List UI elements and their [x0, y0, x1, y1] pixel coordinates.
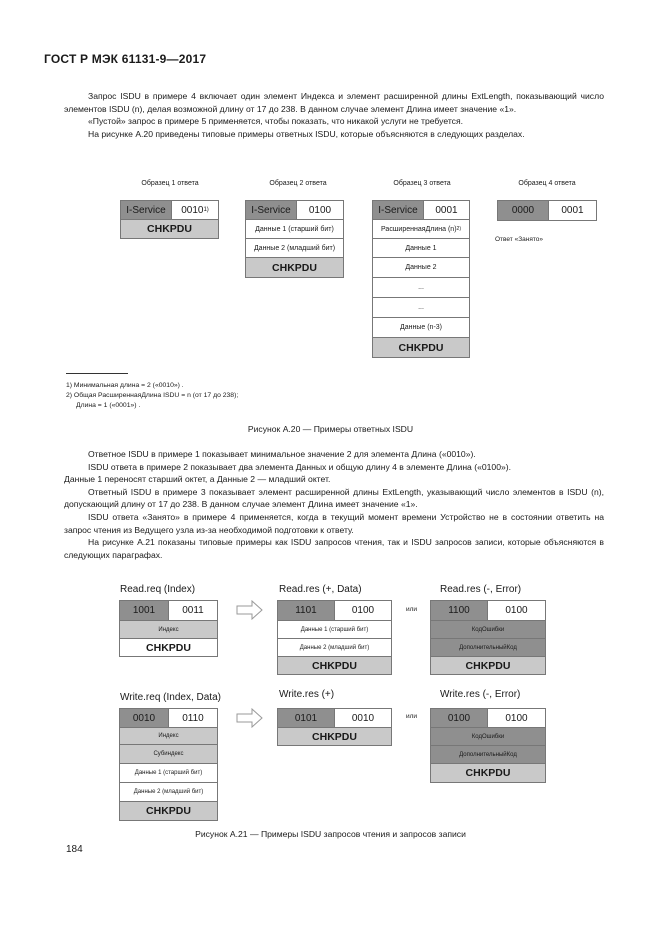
footnote-marker: 1): [203, 207, 209, 213]
iservice-cell: I-Service: [245, 200, 297, 220]
chkpdu-cell: CHKPDU: [245, 257, 344, 278]
data-cell: Данные 1 (старший бит): [245, 219, 344, 239]
length-code: 0010: [181, 204, 204, 216]
footnote: Длина = 1 («0001») .: [76, 402, 141, 409]
write-err-title: Write.res (-, Error): [440, 689, 521, 700]
chkpdu-cell: CHKPDU: [430, 656, 546, 675]
write-req-code-b: 0110: [168, 708, 218, 728]
data-cell: Данные 2 (младший бит): [277, 638, 392, 657]
paragraph: ISDU ответа в примере 2 показывает два элемента Данных и общую длину 4 в элементе Длина («0100»).: [88, 461, 512, 472]
footnote: 2) Общая РасширеннаяДлина ISDU = n (от 17 до 238);: [66, 392, 239, 399]
length-cell: 0100: [296, 200, 344, 220]
paragraph-block-1: [64, 90, 604, 140]
footnote-divider: [66, 373, 128, 374]
subindex-cell: Субиндекс: [119, 744, 218, 764]
arrow-right-icon: [236, 600, 264, 620]
write-res-code-a: 0101: [277, 708, 335, 728]
read-res-title: Read.res (+, Data): [279, 584, 362, 595]
ellipsis-cell: ...: [372, 277, 470, 298]
read-err-code-a: 1100: [430, 600, 488, 621]
paragraph: ISDU ответа «Занято» в примере 4 применяется, когда в текущий момент времени Устройство не в состоянии ответить на запрос чтения из Ведущего узла из-за необходимой подготовки к ответу.: [64, 511, 604, 535]
data-cell: Данные 2: [372, 257, 470, 278]
chkpdu-cell: CHKPDU: [372, 337, 470, 358]
data-cell: Данные 2 (младший бит): [245, 238, 344, 258]
paragraph-block-2: [64, 448, 604, 561]
read-req-title: Read.req (Index): [120, 584, 196, 595]
read-req-code-a: 1001: [119, 600, 169, 621]
read-res-code-a: 1101: [277, 600, 335, 621]
chkpdu-cell: CHKPDU: [120, 219, 219, 239]
ellipsis-cell: ...: [372, 297, 470, 318]
data-cell: Данные 1 (старший бит): [277, 620, 392, 639]
length-cell: [171, 200, 219, 220]
write-err-code-b: 0100: [487, 708, 546, 728]
paragraph: Запрос ISDU в примере 4 включает один элемент Индекса и элемент расширенной длины ExtLength, показывающий число элементов ISDU (n), делая возможной длину от 17 до 238. В данном случае элемент Длина имеет значение «1».: [64, 91, 604, 114]
or-label: или: [406, 606, 418, 613]
paragraph: На рисунке А.20 приведены типовые примеры ответных ISDU, которые объясняются в следующих разделах.: [88, 128, 525, 139]
extlength-label: РасширеннаяДлина (n): [380, 225, 457, 233]
sample-label: Образец 3 ответа: [393, 180, 451, 187]
paragraph: Ответное ISDU в примере 1 показывает минимальное значение 2 для элемента Длина («0010»).: [88, 449, 476, 459]
error-code-cell: КодОшибки: [430, 727, 546, 746]
chkpdu-cell: CHKPDU: [119, 801, 218, 821]
index-cell: Индекс: [119, 727, 218, 745]
paragraph: На рисунке А.21 показаны типовые примеры как ISDU запросов чтения, так и ISDU запросов записи, которые объясняются в следующих параграфах.: [64, 537, 604, 560]
length-cell: 0001: [423, 200, 470, 220]
chkpdu-cell: CHKPDU: [277, 727, 392, 746]
iservice-cell: I-Service: [372, 200, 424, 220]
write-err-code-a: 0100: [430, 708, 488, 728]
write-req-title: Write.req (Index, Data): [120, 692, 221, 703]
write-res-code-b: 0010: [334, 708, 392, 728]
read-err-code-b: 0100: [487, 600, 546, 621]
page-number: 184: [66, 844, 83, 855]
chkpdu-cell: CHKPDU: [277, 656, 392, 675]
index-cell: Индекс: [119, 620, 218, 639]
additional-code-cell: ДополнительныйКод: [430, 638, 546, 657]
additional-code-cell: ДополнительныйКод: [430, 745, 546, 764]
busy-code-b: 0001: [548, 200, 597, 221]
footnote-marker: 2): [456, 226, 461, 232]
read-err-title: Read.res (-, Error): [440, 584, 522, 595]
paragraph: Ответный ISDU в примере 3 показывает элемент расширенной длины ExtLength, указывающий число элементов в ISDU (n), допускающий длину от 17 до 238. В данном случае элемент Длина имеет значение «1».: [64, 486, 604, 510]
extlength-cell: [372, 219, 470, 239]
figure-caption: Рисунок А.21 — Примеры ISDU запросов чтения и запросов записи: [195, 829, 466, 839]
sample-label: Образец 1 ответа: [141, 180, 199, 187]
paragraph: «Пустой» запрос в примере 5 применяется, чтобы показать, что никакой услуги не требуется.: [88, 116, 464, 127]
figure-caption: Рисунок А.20 — Примеры ответных ISDU: [247, 424, 414, 434]
busy-code-a: 0000: [497, 200, 549, 221]
write-req-code-a: 0010: [119, 708, 169, 728]
document-header: ГОСТ Р МЭК 61131-9—2017: [44, 52, 207, 66]
sample-label: Образец 2 ответа: [269, 180, 327, 187]
iservice-cell: I-Service: [120, 200, 172, 220]
chkpdu-cell: CHKPDU: [430, 763, 546, 783]
sample-label: Образец 4 ответа: [518, 180, 576, 187]
error-code-cell: КодОшибки: [430, 620, 546, 639]
data-cell: Данные 2 (младший бит): [119, 782, 218, 802]
footnote: 1) Минимальная длина = 2 («0010») .: [66, 382, 184, 389]
data-cell: Данные (n-3): [372, 317, 470, 338]
read-res-code-b: 0100: [334, 600, 392, 621]
busy-note: Ответ «Занято»: [495, 236, 543, 243]
arrow-right-icon: [236, 708, 264, 728]
or-label: или: [406, 713, 418, 720]
write-res-title: Write.res (+): [279, 689, 335, 700]
data-cell: Данные 1: [372, 238, 470, 258]
paragraph: Данные 1 переносят старший октет, а Данные 2 — младший октет.: [64, 474, 331, 485]
data-cell: Данные 1 (старший бит): [119, 763, 218, 783]
chkpdu-cell: CHKPDU: [119, 638, 218, 657]
read-req-code-b: 0011: [168, 600, 218, 621]
